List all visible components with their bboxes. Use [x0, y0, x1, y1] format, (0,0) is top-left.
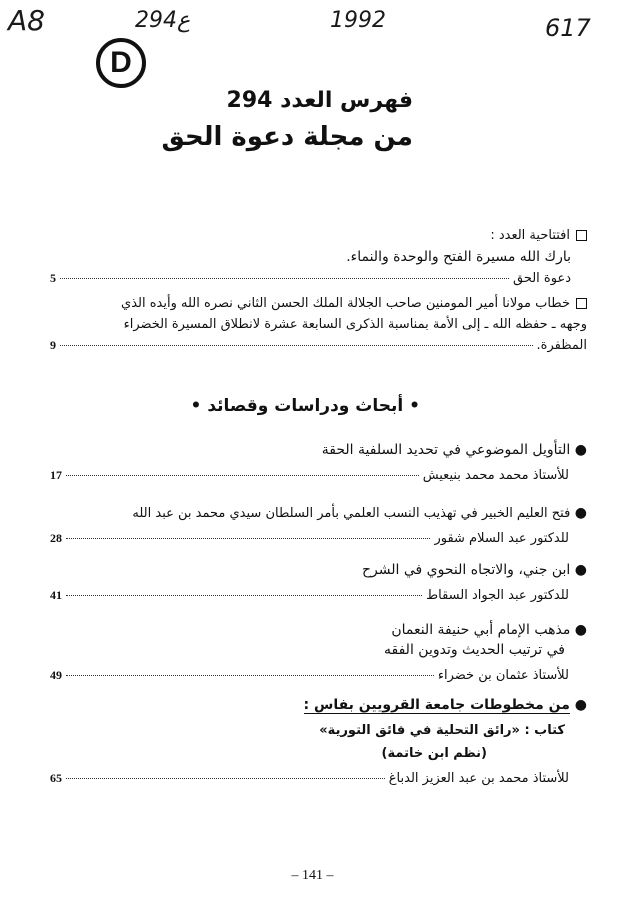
leader-dots [66, 475, 419, 476]
article-title: مذهب الإمام أبي حنيفة النعمان [391, 622, 571, 638]
article-entry [50, 771, 587, 786]
manuscripts-heading: من مخطوطات جامعة القرويين بفاس : [303, 697, 570, 713]
bullet-icon: ● [569, 697, 587, 713]
leader-dots [60, 278, 509, 279]
page-subtitle: من مجلة دعوة الحق [161, 122, 413, 152]
bullet-icon: ● [570, 505, 587, 521]
speech-section [50, 296, 587, 353]
speech-entry [50, 338, 587, 353]
article-title: فتح العليم الخبير في تهذيب النسب العلمي بأمر السلطان سيدي محمد بن عبد الله [132, 506, 571, 521]
speech-line-3: المظفرة. [536, 338, 587, 353]
page-ref: 41 [50, 588, 62, 602]
bullet-icon: ● [570, 442, 587, 458]
list-item [50, 505, 587, 546]
page-title: فهرس العدد 294 [226, 88, 413, 113]
speech-line-2: وجهه ـ حفظه الله ـ إلى الأمة بمناسبة الذكرى السابعة عشرة لانطلاق المسيرة الخضراء [123, 317, 587, 332]
page-ref: 28 [50, 531, 62, 545]
section-heading: • أبحاث ودراسات وقصائد • [190, 396, 420, 416]
handwritten-year: 1992 [330, 8, 386, 33]
opening-section [50, 228, 587, 286]
list-item [50, 562, 587, 603]
leader-dots [66, 595, 422, 596]
article-entry [50, 531, 587, 546]
leader-dots [66, 675, 434, 676]
bullet-icon: ● [570, 562, 587, 578]
opening-entry [50, 271, 587, 286]
page-ref: 17 [50, 468, 62, 482]
leader-dots [66, 778, 385, 779]
page-ref: 5 [50, 271, 56, 285]
article-title: ابن جني، والاتجاه النحوي في الشرح [362, 562, 571, 578]
article-entry [50, 588, 587, 603]
stamp-d: D [96, 38, 146, 88]
leader-dots [66, 538, 430, 539]
manuscripts-section [50, 697, 587, 786]
speech-line-1: خطاب مولانا أمير المومنين صاحب الجلالة الملك الحسن الثاني نصره الله وأيده الذي [121, 296, 570, 311]
page-number: – 141 – [291, 868, 334, 883]
article-author: للدكتور عبد السلام شقور [434, 531, 569, 546]
list-item [50, 442, 587, 483]
article-entry [50, 468, 587, 483]
opening-author: دعوة الحق [512, 271, 571, 286]
list-item [50, 622, 587, 683]
handwritten-page: 617 [545, 14, 591, 42]
article-author: للدكتور عبد الجواد السقاط [426, 588, 569, 603]
handwritten-issue: 294ع [135, 8, 191, 33]
handwritten-code: A8 [8, 4, 45, 37]
article-entry [50, 668, 587, 683]
leader-dots [60, 345, 533, 346]
opening-label: افتتاحية العدد : [490, 228, 570, 243]
article-subtitle: في ترتيب الحديث وتدوين الفقه [384, 642, 565, 658]
page-ref: 65 [50, 771, 62, 785]
page-ref: 9 [50, 338, 56, 352]
article-author: للأستاذ محمد بن عبد العزيز الدباغ [388, 771, 569, 786]
checkbox-icon [576, 298, 587, 309]
manuscript-book: كتاب : «رائق التحلية في فائق التورية» [319, 723, 565, 738]
article-author: للأستاذ عثمان بن خضراء [437, 668, 569, 683]
article-title: التأويل الموضوعي في تحديد السلفية الحقة [321, 442, 571, 458]
opening-title: بارك الله مسيرة الفتح والوحدة والنماء. [346, 249, 571, 265]
article-author: للأستاذ محمد محمد بنيعيش [422, 468, 569, 483]
bullet-icon: ● [570, 622, 587, 638]
manuscript-note: (نظم ابن خاتمة) [381, 746, 487, 761]
page-ref: 49 [50, 668, 62, 682]
checkbox-icon [576, 230, 587, 241]
